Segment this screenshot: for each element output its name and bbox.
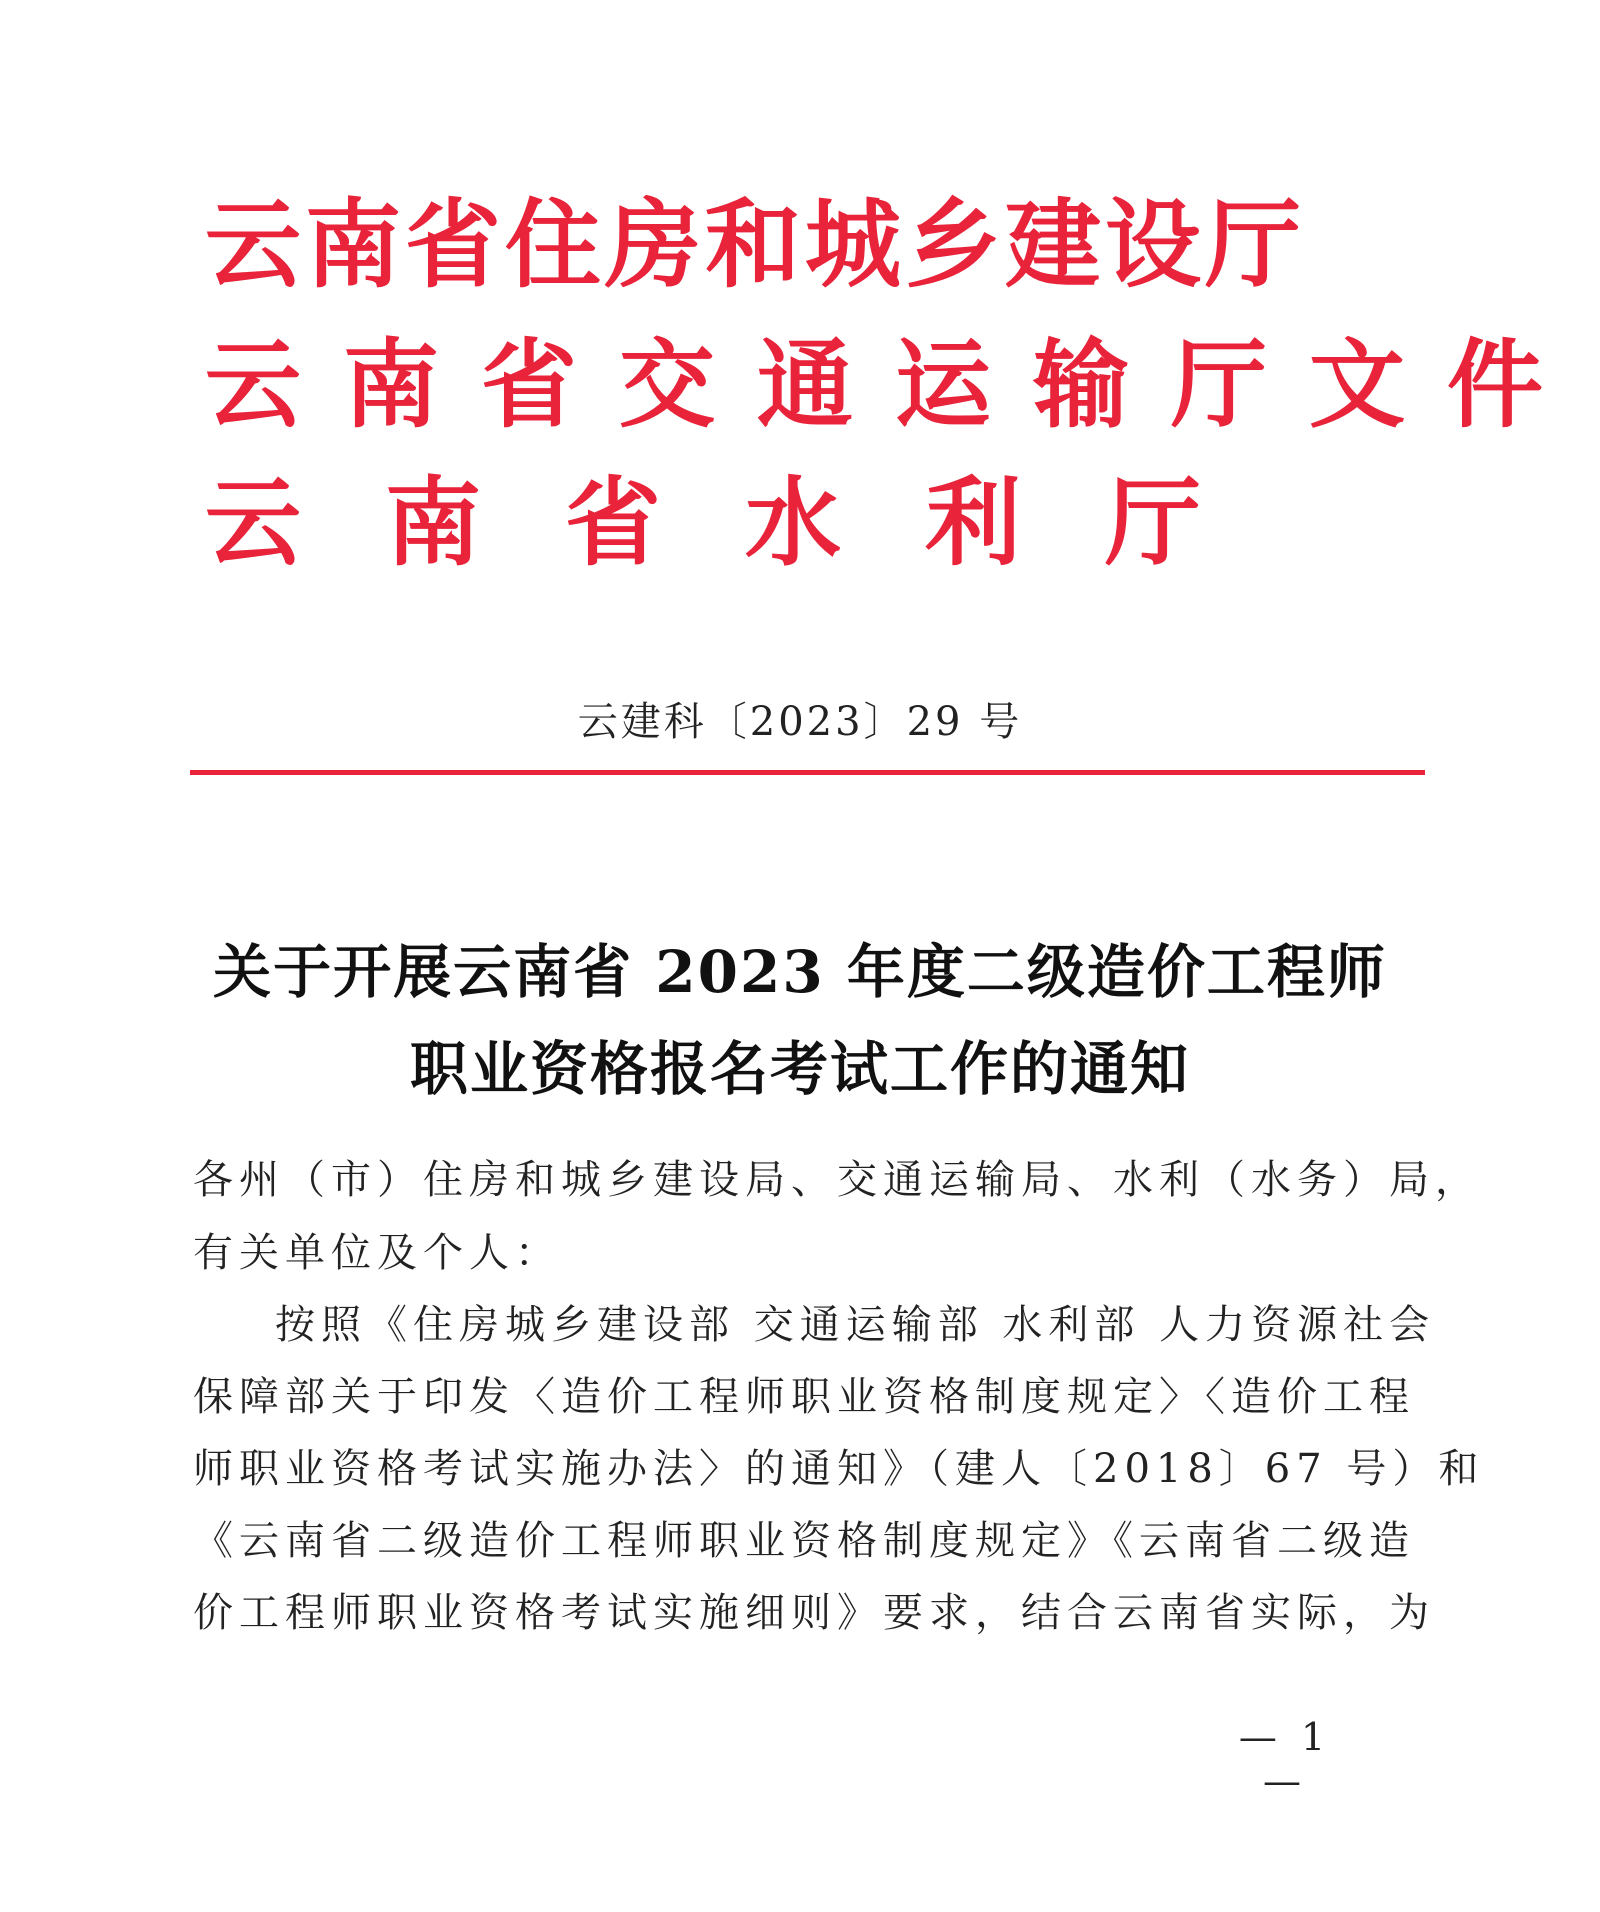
body-line-addressee-cont: 有关单位及个人： — [193, 1230, 561, 1276]
body-line-addressee: 各州（市）住房和城乡建设局、交通运输局、水利（水务）局， — [193, 1157, 1481, 1203]
masthead-line-2: 云南省交通运输厅文件 — [205, 329, 1585, 441]
body-line: 保障部关于印发〈造价工程师职业资格制度规定〉〈造价工程 — [193, 1374, 1415, 1420]
body-line: 师职业资格考试实施办法〉的通知》（建人〔2018〕67 号）和 — [193, 1446, 1485, 1492]
document-title-line-2: 职业资格报名考试工作的通知 — [409, 1035, 1190, 1103]
masthead-line-1: 云南省住房和城乡建设厅 — [205, 189, 1305, 301]
document-title-line-1: 关于开展云南省 2023 年度二级造价工程师 — [213, 938, 1387, 1006]
body-line: 价工程师职业资格考试实施细则》要求，结合云南省实际，为 — [193, 1590, 1435, 1636]
body-line: 《云南省二级造价工程师职业资格制度规定》《云南省二级造 — [193, 1518, 1415, 1564]
red-divider-rule — [190, 770, 1425, 775]
document-number: 云建科〔2023〕29 号 — [577, 699, 1023, 745]
page-number: — 1 — — [1238, 1715, 1332, 1803]
body-line-paragraph-start: 按照《住房城乡建设部 交通运输部 水利部 人力资源社会 — [275, 1302, 1436, 1348]
masthead-line-3: 云南省水利厅 — [205, 467, 1285, 579]
